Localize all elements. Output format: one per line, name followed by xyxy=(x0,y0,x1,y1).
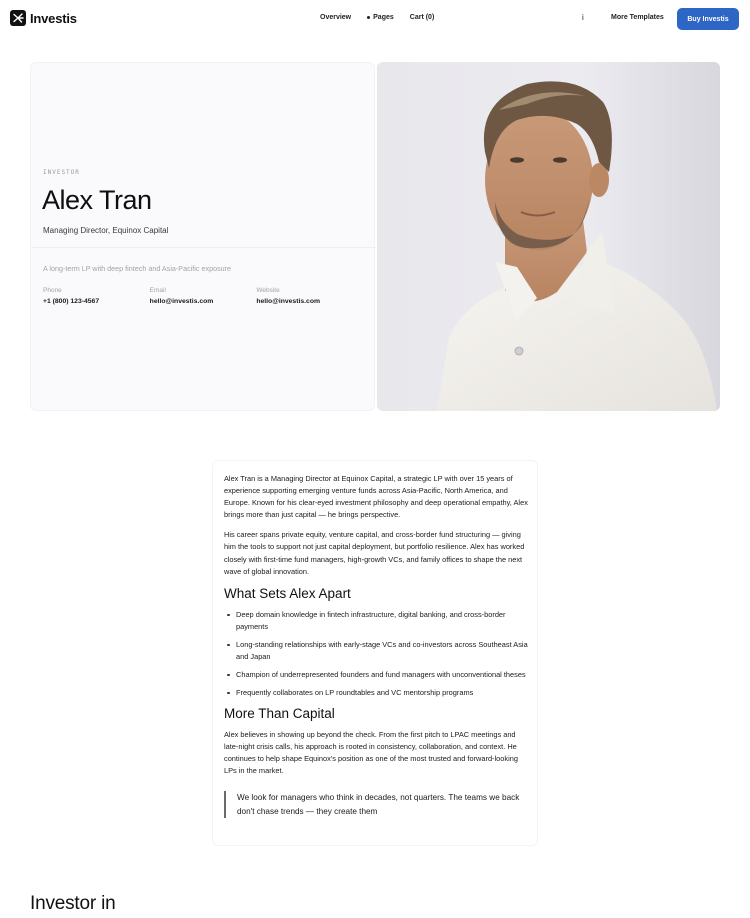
brand-logo-link[interactable] xyxy=(10,10,77,26)
nav-links xyxy=(320,14,434,21)
nav-link-pages[interactable] xyxy=(367,14,394,21)
contact-phone xyxy=(43,287,150,305)
bio-card xyxy=(212,460,538,846)
nav-link-pages-label: Pages xyxy=(373,14,394,21)
investor-quote: We look for managers who think in decades, not quarters. The teams we back don't chase trends — they create them xyxy=(224,791,530,818)
top-nav xyxy=(0,0,750,38)
investis-logo-icon xyxy=(10,10,26,26)
website-link[interactable]: hello@investis.com xyxy=(256,298,321,305)
list-item: Deep domain knowledge in fintech infrastructure, digital banking, and cross-border payments xyxy=(224,609,530,633)
dot-icon xyxy=(367,16,370,19)
list-item: Champion of underrepresented founders and fund managers with unconventional theses xyxy=(224,669,530,681)
bio-paragraph: Alex believes in showing up beyond the check. From the first pitch to LPAC meetings and late-night crisis calls, his approach is rooted in consistency, collaboration, and context. He continues to help shape Equinox's position as one of the most trusted and forward-looking LPs in the market. xyxy=(224,729,518,776)
more-templates-link[interactable]: More Templates xyxy=(611,14,664,21)
phone-link[interactable]: +1 (800) 123-4567 xyxy=(43,298,100,305)
investor-name: Alex Tran xyxy=(42,185,152,215)
contact-info xyxy=(43,287,363,305)
contact-label: Phone xyxy=(43,287,62,294)
info-icon[interactable]: i xyxy=(582,13,584,22)
investor-portrait xyxy=(377,62,720,411)
contact-label: Email xyxy=(149,287,166,294)
investor-tagline: A long-term LP with deep fintech and Asia-Pacific exposure xyxy=(43,264,232,273)
buy-investis-button[interactable]: Buy Investis xyxy=(677,8,739,30)
bio-paragraph: His career spans private equity, venture capital, and cross-border fund structuring — giving him the tools to support not just capital deployment, but portfolio resilience. Alex has worked closely with first-time fund managers, high-growth VCs, and family offices to shape the next wave of global innovation. xyxy=(224,530,525,576)
strengths-list xyxy=(224,609,530,699)
divider xyxy=(31,247,376,248)
nav-link-cart[interactable]: Cart (0) xyxy=(409,14,435,21)
contact-label: Website xyxy=(256,287,280,294)
list-item: Frequently collaborates on LP roundtables and VC mentorship programs xyxy=(224,687,530,699)
nav-link-overview[interactable]: Overview xyxy=(320,14,352,21)
contact-website xyxy=(256,287,363,305)
investor-profile-card xyxy=(30,62,375,411)
investor-title: Managing Director, Equinox Capital xyxy=(43,226,169,235)
portrait-illustration xyxy=(377,62,720,411)
contact-email xyxy=(150,287,257,305)
bio-paragraph: Alex Tran is a Managing Director at Equinox Capital, a strategic LP with over 15 years of experience supporting emerging venture funds across Asia-Pacific, North America, and Europe. Known for his clear-eyed investment philosophy and deep operational empathy, Alex brings more than just capital — he brings perspective. xyxy=(224,474,528,520)
investor-in-heading: Investor in xyxy=(30,893,116,914)
email-link[interactable]: hello@investis.com xyxy=(149,298,214,305)
brand-name: Investis xyxy=(30,10,77,26)
section-heading-more-than-capital: More Than Capital xyxy=(224,705,335,721)
list-item: Long-standing relationships with early-stage VCs and co-investors across Southeast Asia and Japan xyxy=(224,639,530,663)
bio-content xyxy=(224,473,530,818)
role-eyebrow: INVESTOR xyxy=(43,169,80,176)
section-heading-what-sets-apart: What Sets Alex Apart xyxy=(224,585,351,601)
